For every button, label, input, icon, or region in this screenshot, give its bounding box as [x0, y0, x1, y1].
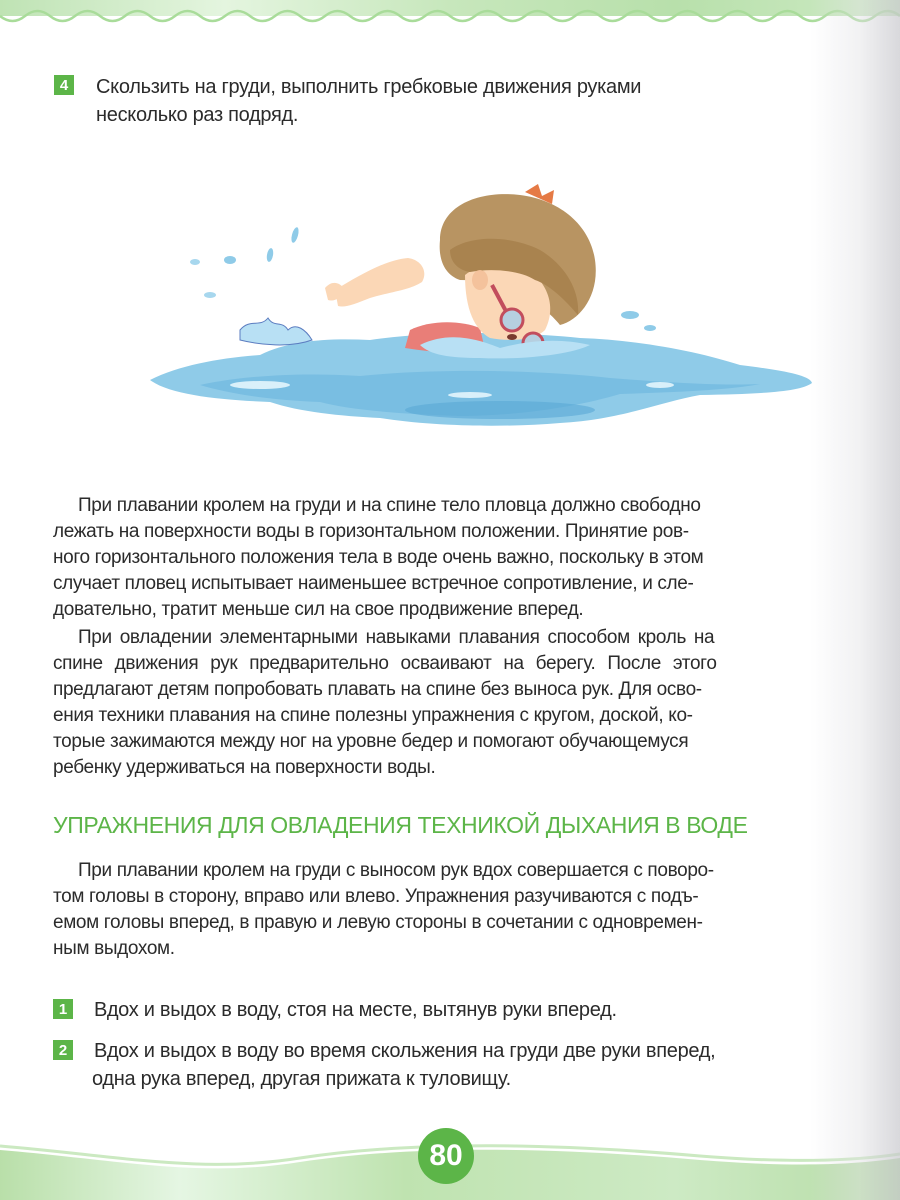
- paragraph-line: том головы в сторону, вправо или влево. Упражнения разучиваются с подъ-: [53, 886, 699, 907]
- task-text-line: несколько раз подряд.: [96, 104, 299, 126]
- paragraph-line: ного горизонтального положения тела в воде очень важно, поскольку в этом: [53, 547, 704, 568]
- paragraph-line: При плавании кролем на груди с выносом рук вдох совершается с поворо-: [78, 860, 714, 881]
- page-number-badge: 80: [418, 1128, 474, 1184]
- task-text-line: Скользить на груди, выполнить гребковые движения руками: [96, 76, 642, 98]
- paragraph-line: ным выдохом.: [53, 938, 175, 959]
- paragraph-line: случает пловец испытывает наименьшее встречное сопротивление, и сле-: [53, 573, 694, 594]
- exercise-number-badge: 1: [53, 999, 73, 1019]
- paragraph-line: лежать на поверхности воды в горизонтальном положении. Принятие ров-: [53, 521, 689, 542]
- exercise-number-badge: 2: [53, 1040, 73, 1060]
- top-wave-border: [0, 8, 900, 30]
- paragraph-line: ребенку удерживаться на поверхности воды.: [53, 757, 436, 778]
- paragraph-line: довательно, тратит меньше сил на свое продвижение вперед.: [53, 599, 584, 620]
- swimmer-illustration: [140, 180, 820, 440]
- exercise-text-line: Вдох и выдох в воду во время скольжения на груди две руки вперед,: [94, 1040, 716, 1062]
- paragraph-line: При овладении элементарными навыками плавания способом кроль на: [78, 627, 715, 648]
- page-spine-shadow: [810, 0, 900, 1200]
- paragraph-line: спине движения рук предварительно осваивают на берегу. После этого: [53, 653, 717, 674]
- section-heading: УПРАЖНЕНИЯ ДЛЯ ОВЛАДЕНИЯ ТЕХНИКОЙ ДЫХАНИЯ В ВОДЕ: [53, 812, 748, 838]
- exercise-text-line: Вдох и выдох в воду, стоя на месте, вытянув руки вперед.: [94, 999, 617, 1021]
- paragraph-line: торые зажимаются между ног на уровне бедер и помогают обучающемуся: [53, 731, 689, 752]
- exercise-text-line: одна рука вперед, другая прижата к туловищу.: [92, 1068, 511, 1090]
- paragraph-line: предлагают детям попробовать плавать на спине без выноса рук. Для осво-: [53, 679, 702, 700]
- paragraph-line: емом головы вперед, в правую и левую стороны в сочетании с одновремен-: [53, 912, 703, 933]
- paragraph-line: При плавании кролем на груди и на спине тело пловца должно свободно: [78, 495, 701, 516]
- paragraph-line: ения техники плавания на спине полезны упражнения с кругом, доской, ко-: [53, 705, 693, 726]
- task-number-badge: 4: [54, 75, 74, 95]
